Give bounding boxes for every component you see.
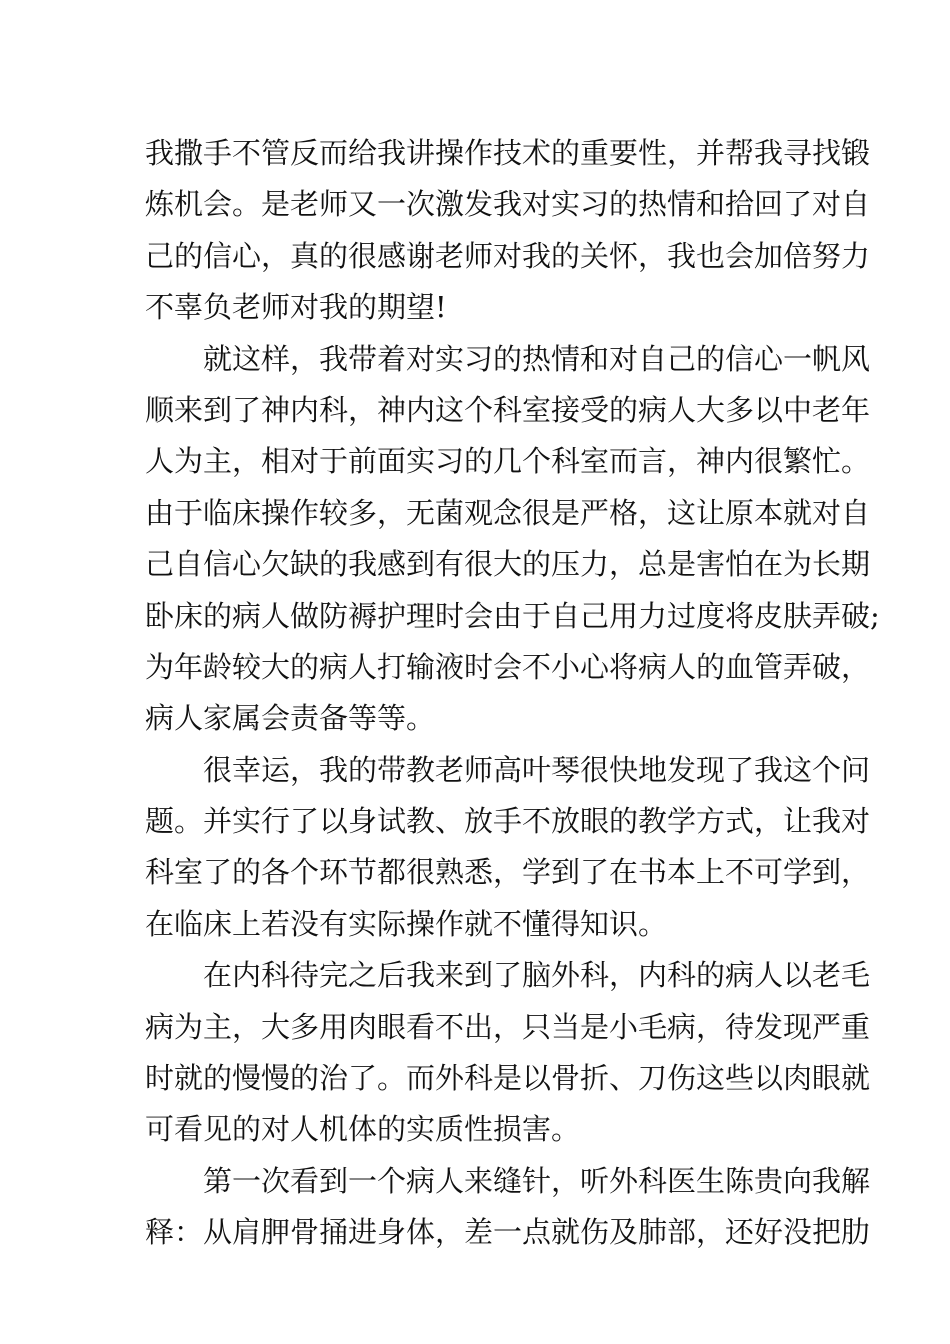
text-line: 卧床的病人做防褥护理时会由于自己用力过度将皮肤弄破; xyxy=(145,598,880,633)
text-line: 人为主，相对于前面实习的几个科室而言，神内很繁忙。 xyxy=(145,444,871,479)
text-line: 不辜负老师对我的期望! xyxy=(145,290,447,325)
text-line: 在内科待完之后我来到了脑外科，内科的病人以老毛 xyxy=(203,958,871,993)
text-line: 可看见的对人机体的实质性损害。 xyxy=(145,1112,581,1147)
text-line: 第一次看到一个病人来缝针，听外科医生陈贵向我解 xyxy=(203,1163,871,1198)
text-line: 在临床上若没有实际操作就不懂得知识。 xyxy=(145,906,668,941)
text-line: 为年龄较大的病人打输液时会不小心将病人的血管弄破， xyxy=(145,649,871,684)
text-line: 就这样，我带着对实习的热情和对自己的信心一帆风 xyxy=(203,341,871,376)
text-line: 时就的慢慢的治了。而外科是以骨折、刀伤这些以肉眼就 xyxy=(145,1061,871,1096)
text-line: 题。并实行了以身试教、放手不放眼的教学方式，让我对 xyxy=(145,804,871,839)
text-line: 己自信心欠缺的我感到有很大的压力，总是害怕在为长期 xyxy=(145,547,871,582)
text-line: 炼机会。是老师又一次激发我对实习的热情和拾回了对自 xyxy=(145,187,871,222)
text-line: 病为主，大多用肉眼看不出，只当是小毛病，待发现严重 xyxy=(145,1009,871,1044)
text-line: 己的信心，真的很感谢老师对我的关怀，我也会加倍努力 xyxy=(145,238,871,273)
text-line: 释：从肩胛骨捅进身体，差一点就伤及肺部，还好没把肋 xyxy=(145,1215,871,1250)
text-line: 我撒手不管反而给我讲操作技术的重要性，并帮我寻找锻 xyxy=(145,136,871,170)
text-line: 很幸运，我的带教老师高叶琴很快地发现了我这个问 xyxy=(203,752,871,787)
text-line: 由于临床操作较多，无菌观念很是严格，这让原本就对自 xyxy=(145,495,871,530)
document-body xyxy=(145,128,880,1259)
text-line: 顺来到了神内科，神内这个科室接受的病人大多以中老年 xyxy=(145,392,871,427)
text-line: 病人家属会责备等等。 xyxy=(145,701,436,736)
text-line: 科室了的各个环节都很熟悉，学到了在书本上不可学到， xyxy=(145,855,871,890)
